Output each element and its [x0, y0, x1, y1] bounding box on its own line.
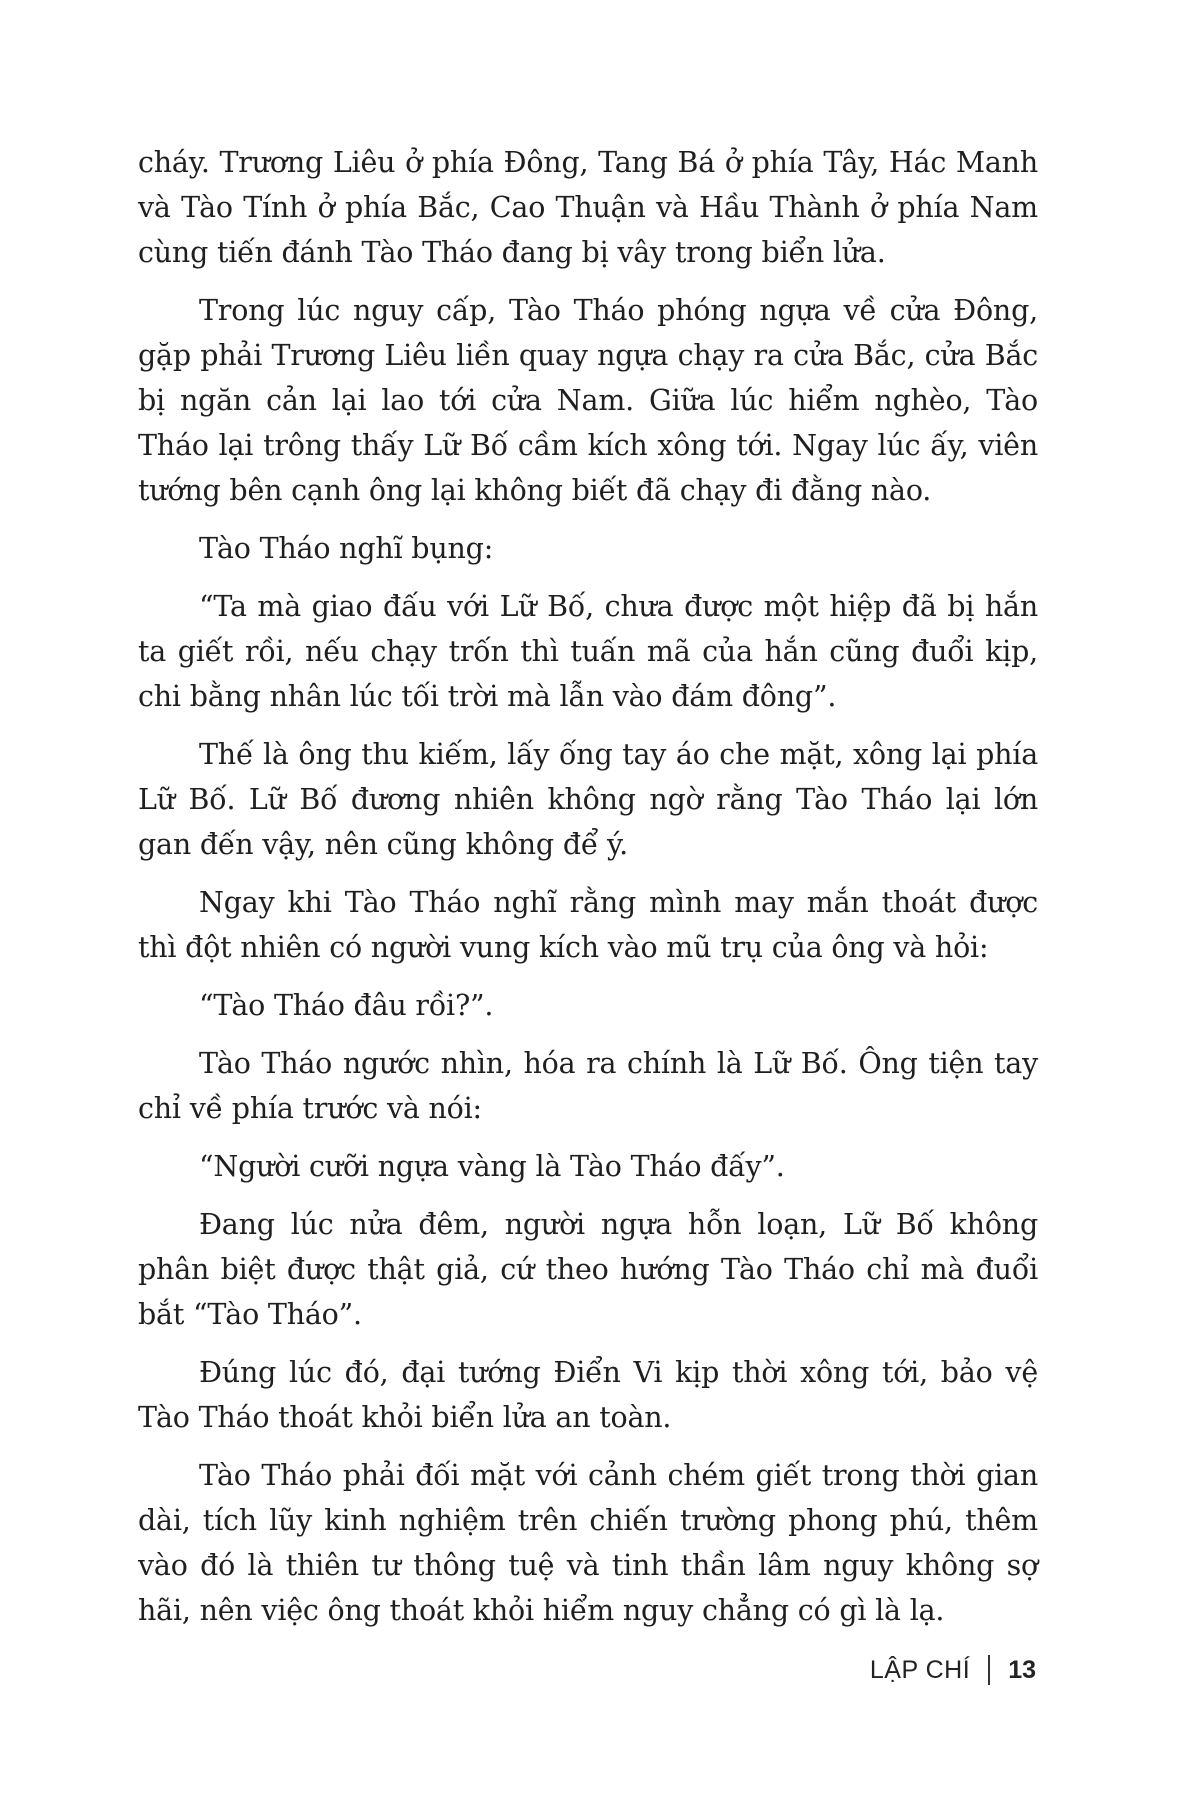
- paragraph: Đang lúc nửa đêm, người ngựa hỗn loạn, Lữ Bố không phân biệt được thật giả, cứ theo hướng Tào Tháo chỉ mà đuổi bắt “Tào Tháo”.: [138, 1208, 1038, 1331]
- paragraph: Ngay khi Tào Tháo nghĩ rằng mình may mắn thoát được thì đột nhiên có người vung kích vào mũ trụ của ông và hỏi:: [138, 886, 1038, 964]
- paragraph-continuation: cháy. Trương Liêu ở phía Đông, Tang Bá ở phía Tây, Hác Manh và Tào Tính ở phía Bắc, Cao Thuận và Hầu Thành ở phía Nam cùng tiến đánh Tào Tháo đang bị vây trong biển lửa.: [138, 146, 1038, 269]
- paragraph: Tào Tháo ngước nhìn, hóa ra chính là Lữ Bố. Ông tiện tay chỉ về phía trước và nói:: [138, 1047, 1038, 1125]
- paragraph-quote: “Tào Tháo đâu rồi?”.: [199, 989, 494, 1022]
- paragraph: Thế là ông thu kiếm, lấy ống tay áo che mặt, xông lại phía Lữ Bố. Lữ Bố đương nhiên không ngờ rằng Tào Tháo lại lớn gan đến vậy, nên cũng không để ý.: [138, 738, 1038, 861]
- body-text: [138, 140, 1038, 1646]
- paragraph-quote: “Ta mà giao đấu với Lữ Bố, chưa được một hiệp đã bị hắn ta giết rồi, nếu chạy trốn thì tuấn mã của hắn cũng đuổi kịp, chi bằng nhân lúc tối trời mà lẫn vào đám đông”.: [138, 590, 1038, 713]
- chapter-title: LẬP CHÍ: [869, 1655, 971, 1684]
- paragraph-quote: “Người cưỡi ngựa vàng là Tào Tháo đấy”.: [199, 1150, 785, 1183]
- page-footer: [870, 1650, 1036, 1690]
- paragraph: Trong lúc nguy cấp, Tào Tháo phóng ngựa về cửa Đông, gặp phải Trương Liêu liền quay ngựa chạy ra cửa Bắc, cửa Bắc bị ngăn cản lại lao tới cửa Nam. Giữa lúc hiểm nghèo, Tào Tháo lại trông thấy Lữ Bố cầm kích xông tới. Ngay lúc ấy, viên tướng bên cạnh ông lại không biết đã chạy đi đằng nào.: [138, 294, 1038, 507]
- paragraph: Đúng lúc đó, đại tướng Điển Vi kịp thời xông tới, bảo vệ Tào Tháo thoát khỏi biển lửa an toàn.: [138, 1356, 1038, 1434]
- paragraph: Tào Tháo nghĩ bụng:: [199, 532, 494, 565]
- page-number: 13: [1008, 1655, 1036, 1684]
- footer-divider: [988, 1655, 990, 1685]
- paragraph: Tào Tháo phải đối mặt với cảnh chém giết trong thời gian dài, tích lũy kinh nghiệm trên chiến trường phong phú, thêm vào đó là thiên tư thông tuệ và tinh thần lâm nguy không sợ hãi, nên việc ông thoát khỏi hiểm nguy chẳng có gì là lạ.: [138, 1459, 1038, 1627]
